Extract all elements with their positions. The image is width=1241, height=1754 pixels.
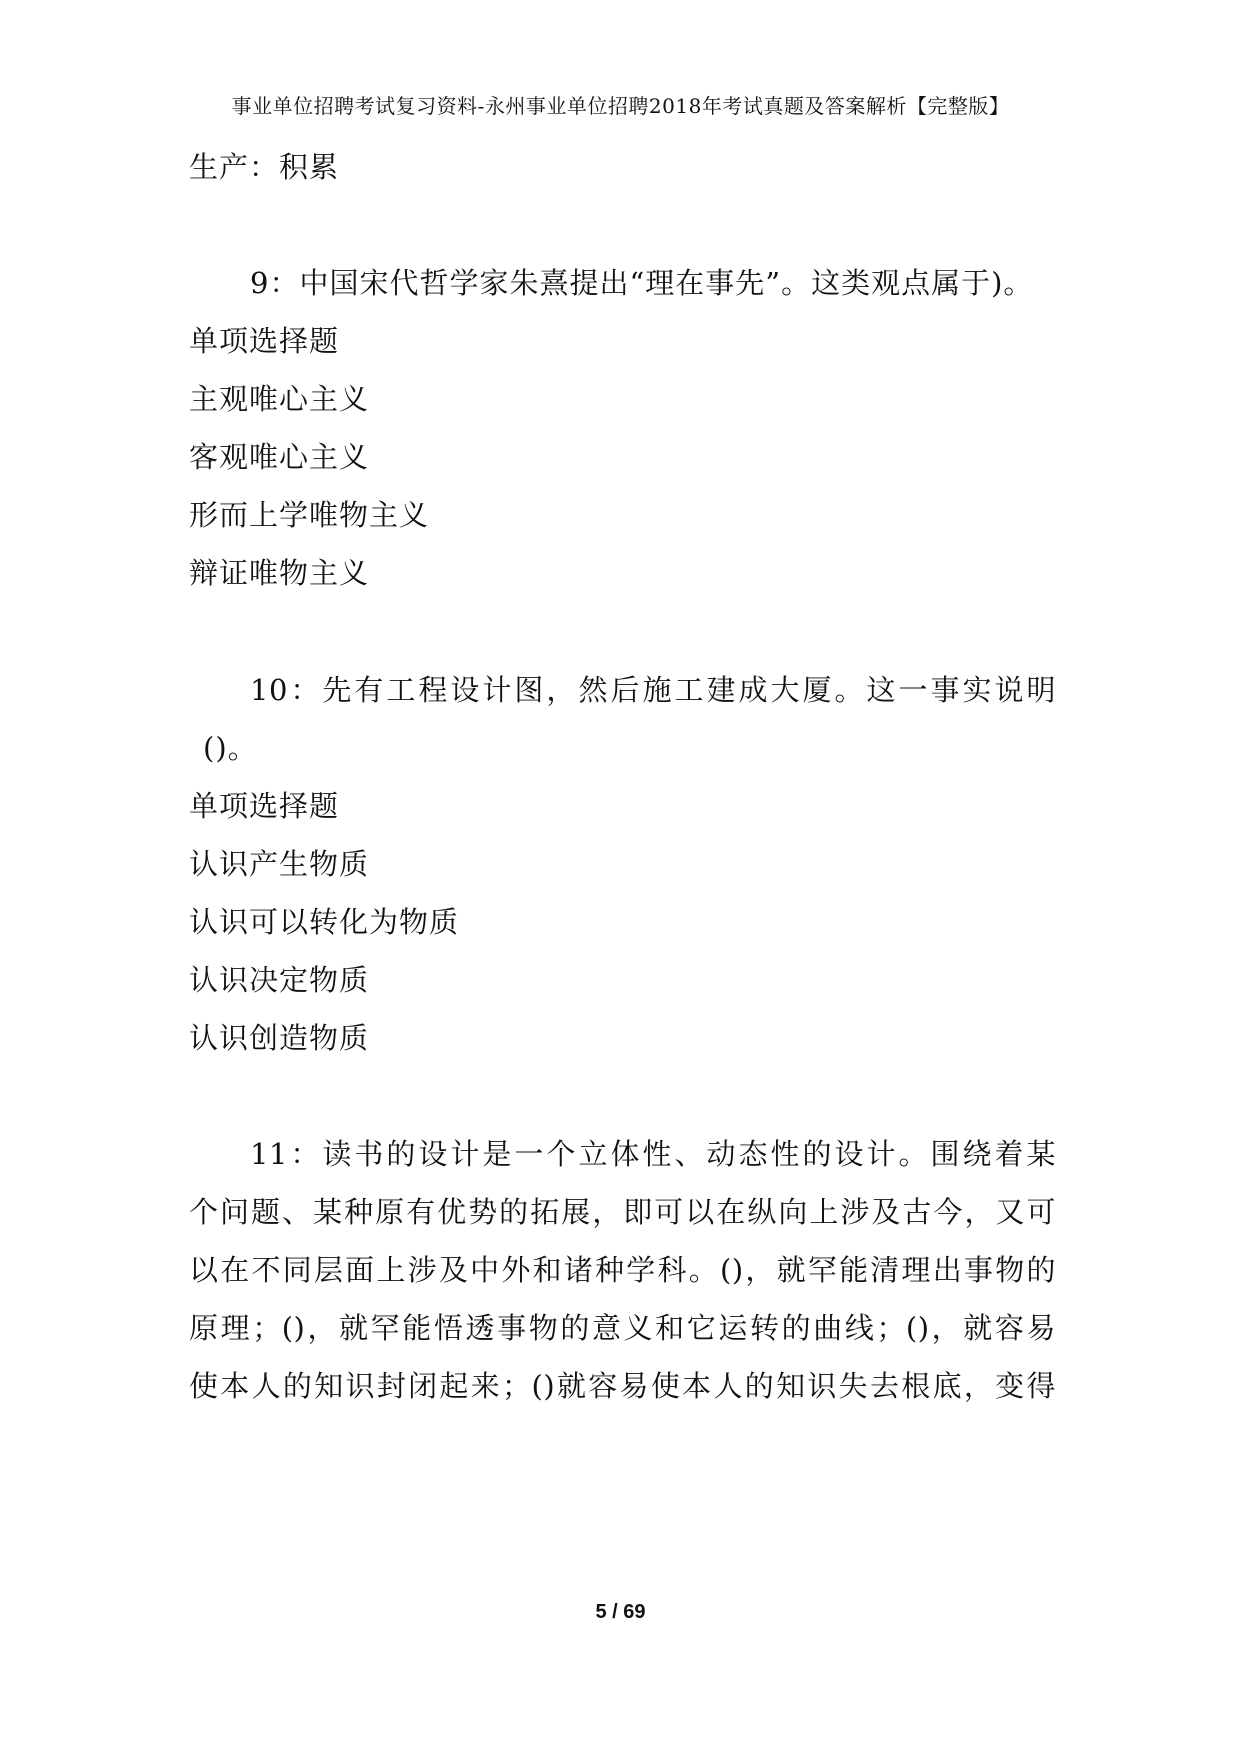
q10-stem-line-1: 10：先有工程设计图，然后施工建成大厦。这一事实说明 (250, 673, 1056, 707)
q11-line-5: 使本人的知识封闭起来；()就容易使本人的知识失去根底，变得 (189, 1369, 1056, 1403)
q9-type: 单项选择题 (189, 324, 340, 358)
q11-line-2: 个问题、某种原有优势的拓展，即可以在纵向上涉及古今，又可 (189, 1195, 1056, 1229)
q10-option-a: 认识产生物质 (189, 847, 370, 881)
q10-option-b: 认识可以转化为物质 (189, 905, 460, 939)
q9-stem: 9：中国宋代哲学家朱熹提出“理在事先”。这类观点属于)。 (250, 266, 1034, 300)
page-header: 事业单位招聘考试复习资料-永州事业单位招聘2018年考试真题及答案解析【完整版】 (231, 94, 1010, 118)
q9-option-c: 形而上学唯物主义 (189, 498, 430, 532)
page-number: 5 / 69 (595, 1601, 646, 1623)
q9-option-a: 主观唯心主义 (189, 382, 370, 416)
q10-option-d: 认识创造物质 (189, 1021, 370, 1055)
q9-option-d: 辩证唯物主义 (189, 556, 370, 590)
q11-line-1: 11：读书的设计是一个立体性、动态性的设计。围绕着某 (250, 1137, 1056, 1171)
q10-stem-line-2: ()。 (203, 731, 258, 765)
previous-question-tail: 生产：积累 (189, 150, 340, 184)
q10-type: 单项选择题 (189, 789, 340, 823)
q11-line-4: 原理；()，就罕能悟透事物的意义和它运转的曲线；()，就容易 (189, 1311, 1056, 1345)
q9-option-b: 客观唯心主义 (189, 440, 370, 474)
q11-line-3: 以在不同层面上涉及中外和诸种学科。()，就罕能清理出事物的 (189, 1253, 1056, 1287)
q10-option-c: 认识决定物质 (189, 963, 370, 997)
